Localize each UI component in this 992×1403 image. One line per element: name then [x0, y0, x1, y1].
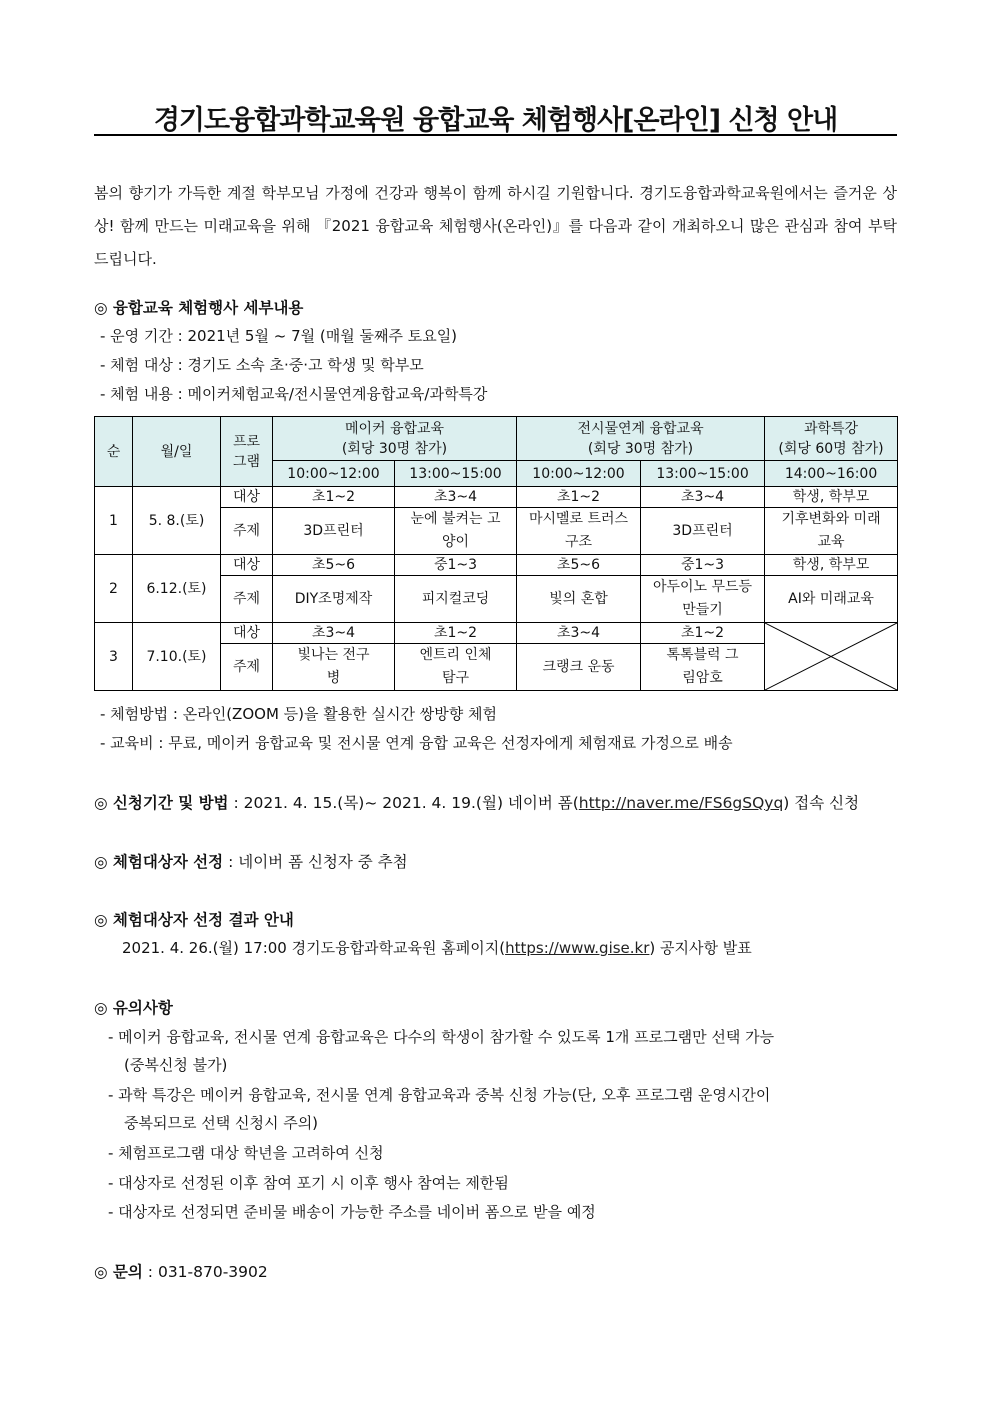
cell-target: 초5~6 [517, 555, 641, 576]
header-program: 프로그램 [221, 417, 273, 487]
row-no: 3 [95, 623, 133, 691]
time-slot: 10:00~12:00 [273, 461, 395, 487]
section-details-heading: ◎ 융합교육 체험행사 세부내용 [94, 299, 304, 317]
section-notes-heading: ◎ 유의사항 [94, 999, 173, 1017]
cell-topic: 기후변화와 미래교육 [765, 508, 898, 555]
cell-target: 초3~4 [395, 487, 517, 508]
intro-paragraph: 봄의 향기가 가득한 계절 학부모님 가정에 건강과 행복이 함께 하시길 기원합니다. 경기도융합과학교육원에서는 즐거운 상상! 함께 만드는 미래교육을 위해 『2021 융합교육 체험행사(온라인)』를 다음과 같이 개최하오니 많은 관심과 참여 부탁드립니다. [94, 184, 897, 268]
section-contact: ◎ 문의 : 031-870-3902 [94, 1263, 268, 1281]
section-selection: ◎ 체험대상자 선정 : 네이버 폼 신청자 중 추첨 [94, 853, 408, 871]
cell-topic: 눈에 불켜는 고양이 [395, 508, 517, 555]
row-label-target: 대상 [221, 623, 273, 644]
cell-target: 초1~2 [517, 487, 641, 508]
cell-topic: 3D프린터 [641, 508, 765, 555]
cell-target: 초3~4 [517, 623, 641, 644]
section-apply: ◎ 신청기간 및 방법 : 2021. 4. 15.(목)~ 2021. 4. 19.(월) 네이버 폼(http://naver.me/FS6gSQyq) 접속 신청 [94, 794, 860, 812]
cell-topic: DIY조명제작 [273, 576, 395, 623]
row-label-topic: 주제 [221, 576, 273, 623]
cell-topic: 엔트리 인체탐구 [395, 644, 517, 691]
row-label-target: 대상 [221, 555, 273, 576]
row-date: 5. 8.(토) [133, 487, 221, 555]
cell-target: 초5~6 [273, 555, 395, 576]
result-line: 2021. 4. 26.(월) 17:00 경기도융합과학교육원 홈페이지(https://www.gise.kr) 공지사항 발표 [122, 939, 752, 957]
header-maker: 메이커 융합교육 (회당 30명 참가) [273, 417, 517, 461]
note-item: - 대상자로 선정된 이후 참여 포기 시 이후 행사 참여는 제한됨 [108, 1174, 509, 1192]
table-row [95, 623, 898, 644]
row-date: 7.10.(토) [133, 623, 221, 691]
cell-target: 중1~3 [641, 555, 765, 576]
cell-topic: 피지컬코딩 [395, 576, 517, 623]
note-item-cont: (중복신청 불가) [124, 1056, 228, 1074]
table-row [95, 555, 898, 576]
note-item: - 체험프로그램 대상 학년을 고려하여 신청 [108, 1144, 384, 1162]
table-row [95, 487, 898, 508]
cell-target: 초1~2 [395, 623, 517, 644]
cell-target: 학생, 학부모 [765, 487, 898, 508]
row-label-target: 대상 [221, 487, 273, 508]
cell-topic: AI와 미래교육 [765, 576, 898, 623]
header-date: 월/일 [133, 417, 221, 487]
time-slot: 10:00~12:00 [517, 461, 641, 487]
row-label-topic: 주제 [221, 508, 273, 555]
row-no: 1 [95, 487, 133, 555]
note-item: - 메이커 융합교육, 전시물 연계 융합교육은 다수의 학생이 참가할 수 있도록 1개 프로그램만 선택 가능 [108, 1028, 775, 1046]
detail-period: - 운영 기간 : 2021년 5월 ~ 7월 (매월 둘째주 토요일) [100, 327, 458, 345]
row-no: 2 [95, 555, 133, 623]
time-slot: 13:00~15:00 [395, 461, 517, 487]
naver-form-link[interactable]: http://naver.me/FS6gSQyq [578, 794, 784, 812]
title-underline [94, 134, 897, 136]
table-header-row [95, 417, 898, 461]
time-slot: 13:00~15:00 [641, 461, 765, 487]
note-item: - 과학 특강은 메이커 융합교육, 전시물 연계 융합교육과 중복 신청 가능(단, 오후 프로그램 운영시간이 [108, 1086, 771, 1104]
method-line: - 체험방법 : 온라인(ZOOM 등)을 활용한 실시간 쌍방향 체험 [100, 705, 497, 723]
cell-target: 초1~2 [273, 487, 395, 508]
detail-content: - 체험 내용 : 메이커체험교육/전시물연계융합교육/과학특강 [100, 385, 488, 403]
header-no: 순 [95, 417, 133, 487]
header-science: 과학특강 (회당 60명 참가) [765, 417, 898, 461]
cell-target: 학생, 학부모 [765, 555, 898, 576]
cell-topic: 마시멜로 트러스구조 [517, 508, 641, 555]
cell-topic: 크랭크 운동 [517, 644, 641, 691]
fee-line: - 교육비 : 무료, 메이커 융합교육 및 전시물 연계 융합 교육은 선정자에게 체험재료 가정으로 배송 [100, 734, 733, 752]
cell-target: 중1~3 [395, 555, 517, 576]
detail-target: - 체험 대상 : 경기도 소속 초·중·고 학생 및 학부모 [100, 356, 424, 374]
cell-target: 초3~4 [641, 487, 765, 508]
note-item: - 대상자로 선정되면 준비물 배송이 가능한 주소를 네이버 폼으로 받을 예정 [108, 1203, 596, 1221]
schedule-table [94, 416, 898, 691]
cell-target: 초3~4 [273, 623, 395, 644]
note-item-cont: 중복되므로 선택 신청시 주의) [124, 1114, 319, 1132]
cell-topic: 빛나는 전구병 [273, 644, 395, 691]
time-slot: 14:00~16:00 [765, 461, 898, 487]
page-title: 경기도융합과학교육원 융합교육 체험행사[온라인] 신청 안내 [153, 105, 838, 136]
cell-topic: 3D프린터 [273, 508, 395, 555]
row-date: 6.12.(토) [133, 555, 221, 623]
header-exhibit: 전시물연계 융합교육 (회당 30명 참가) [517, 417, 765, 461]
cell-topic: 아두이노 무드등 만들기 [641, 576, 765, 623]
homepage-link[interactable]: https://www.gise.kr [505, 939, 650, 957]
cell-topic: 톡톡블럭 그림암호 [641, 644, 765, 691]
empty-crossed-cell [765, 623, 898, 691]
cross-mark [765, 623, 897, 690]
cell-target: 초1~2 [641, 623, 765, 644]
row-label-topic: 주제 [221, 644, 273, 691]
cell-topic: 빛의 혼합 [517, 576, 641, 623]
section-result-heading: ◎ 체험대상자 선정 결과 안내 [94, 911, 294, 929]
